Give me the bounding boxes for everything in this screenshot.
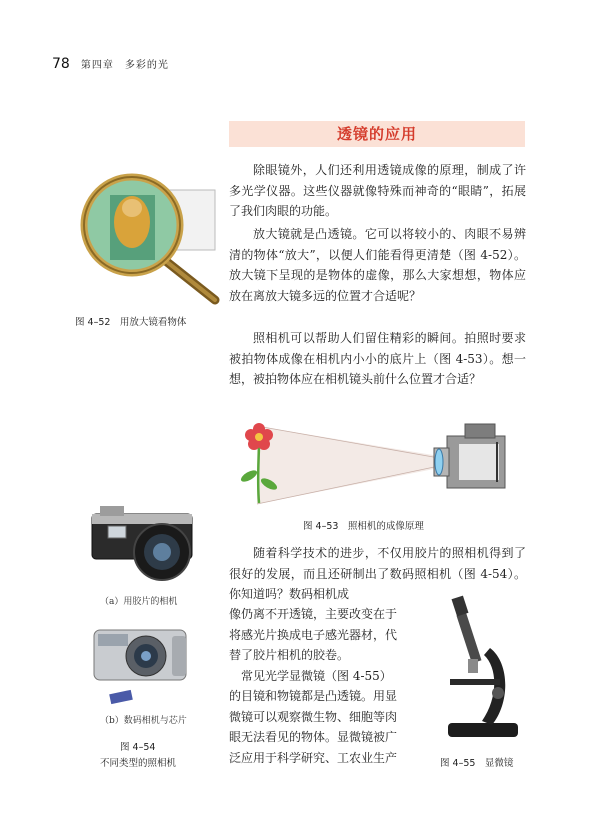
light-cone: [257, 426, 439, 504]
narrow-line: 眼无法看见的物体。显微镜被广: [229, 730, 398, 744]
film-camera-illustration: [88, 500, 208, 585]
camera-principle-illustration: [229, 418, 529, 513]
camera-cutaway-icon: [434, 424, 505, 488]
digital-camera-illustration: [88, 618, 198, 708]
fig455-caption: 图 4–55 显微镜: [440, 758, 514, 769]
microscope-tube: [457, 613, 482, 664]
microscope-illustration: [440, 593, 525, 743]
fig454-title: 不同类型的照相机: [100, 758, 177, 769]
narrow-text-block: [229, 604, 424, 768]
leaf-icon: [239, 468, 259, 484]
objective-lens: [468, 659, 478, 673]
memory-chip-icon: [109, 690, 133, 704]
narrow-line: 将感光片换成电子感光器材，代: [229, 627, 398, 642]
eyepiece: [452, 596, 469, 617]
microscope-arm: [482, 648, 505, 725]
chapter-title: 第四章 多彩的光: [80, 60, 169, 71]
fig454-number: 图 4–54: [120, 742, 156, 753]
fig452-caption: 图 4–52 用放大镜看物体: [75, 317, 187, 328]
paragraph-3: 照相机可以帮助人们留住精彩的瞬间。拍照时要求被拍物体成像在相机内小小的底片上（图 4-53）。想一想，被拍物体应在相机镜头前什么位置才合适？: [229, 331, 526, 386]
magnifier-illustration: [70, 160, 230, 310]
flower-stem: [258, 443, 259, 503]
paragraph-2: 放大镜就是凸透镜。它可以将较小的、肉眼不易辨清的物体“放大”，以便人们能看得更清楚（图 4-52）。放大镜下呈现的是物体的虚像，那么大家想想，物体应放在离放大镜多远的位置才合适呢？: [229, 227, 526, 303]
narrow-line: 像仍离不开透镜，主要改变在于: [229, 607, 398, 621]
camera-principle-figure: [229, 418, 529, 513]
narrow-line: 泛应用于科学研究、工农业生产: [229, 750, 398, 765]
microscope-base: [448, 723, 518, 737]
paragraph-1: 除眼镜外，人们还利用透镜成像的原理，制成了许多光学仪器。这些仪器就像特殊而神奇的“眼睛”，拓展了我们肉眼的功能。: [229, 163, 526, 218]
paragraph-4: 随着科学技术的进步，不仅用胶片的照相机得到了很好的发展，而且还研制出了数码照相机（图 4-54）。你知道吗？数码相机成: [229, 546, 526, 601]
fig453-caption: 图 4–53 照相机的成像原理: [303, 521, 424, 532]
narrow-line: 的目镜和物镜都是凸透镜。用显: [229, 689, 398, 703]
narrow-line: 微镜可以观察微生物、细胞等肉: [229, 709, 398, 724]
microscope-figure: [440, 593, 525, 743]
magnifier-figure: [70, 160, 230, 310]
fig454a-caption: （a）用胶片的相机: [100, 597, 178, 607]
focus-knob: [492, 687, 504, 699]
film-camera-figure: [88, 500, 208, 585]
page-number: 78: [52, 56, 70, 72]
fig454b-caption: （b）数码相机与芯片: [100, 716, 187, 726]
narrow-line: 常见光学显微镜（图 4-55）: [229, 668, 392, 683]
digital-camera-figure: [88, 618, 198, 708]
page-header: [52, 53, 169, 72]
narrow-line: 替了胶片相机的胶卷。: [229, 648, 350, 662]
microscope-stage: [450, 679, 500, 685]
section-title-band: [229, 121, 525, 147]
section-title: 透镜的应用: [336, 125, 417, 143]
